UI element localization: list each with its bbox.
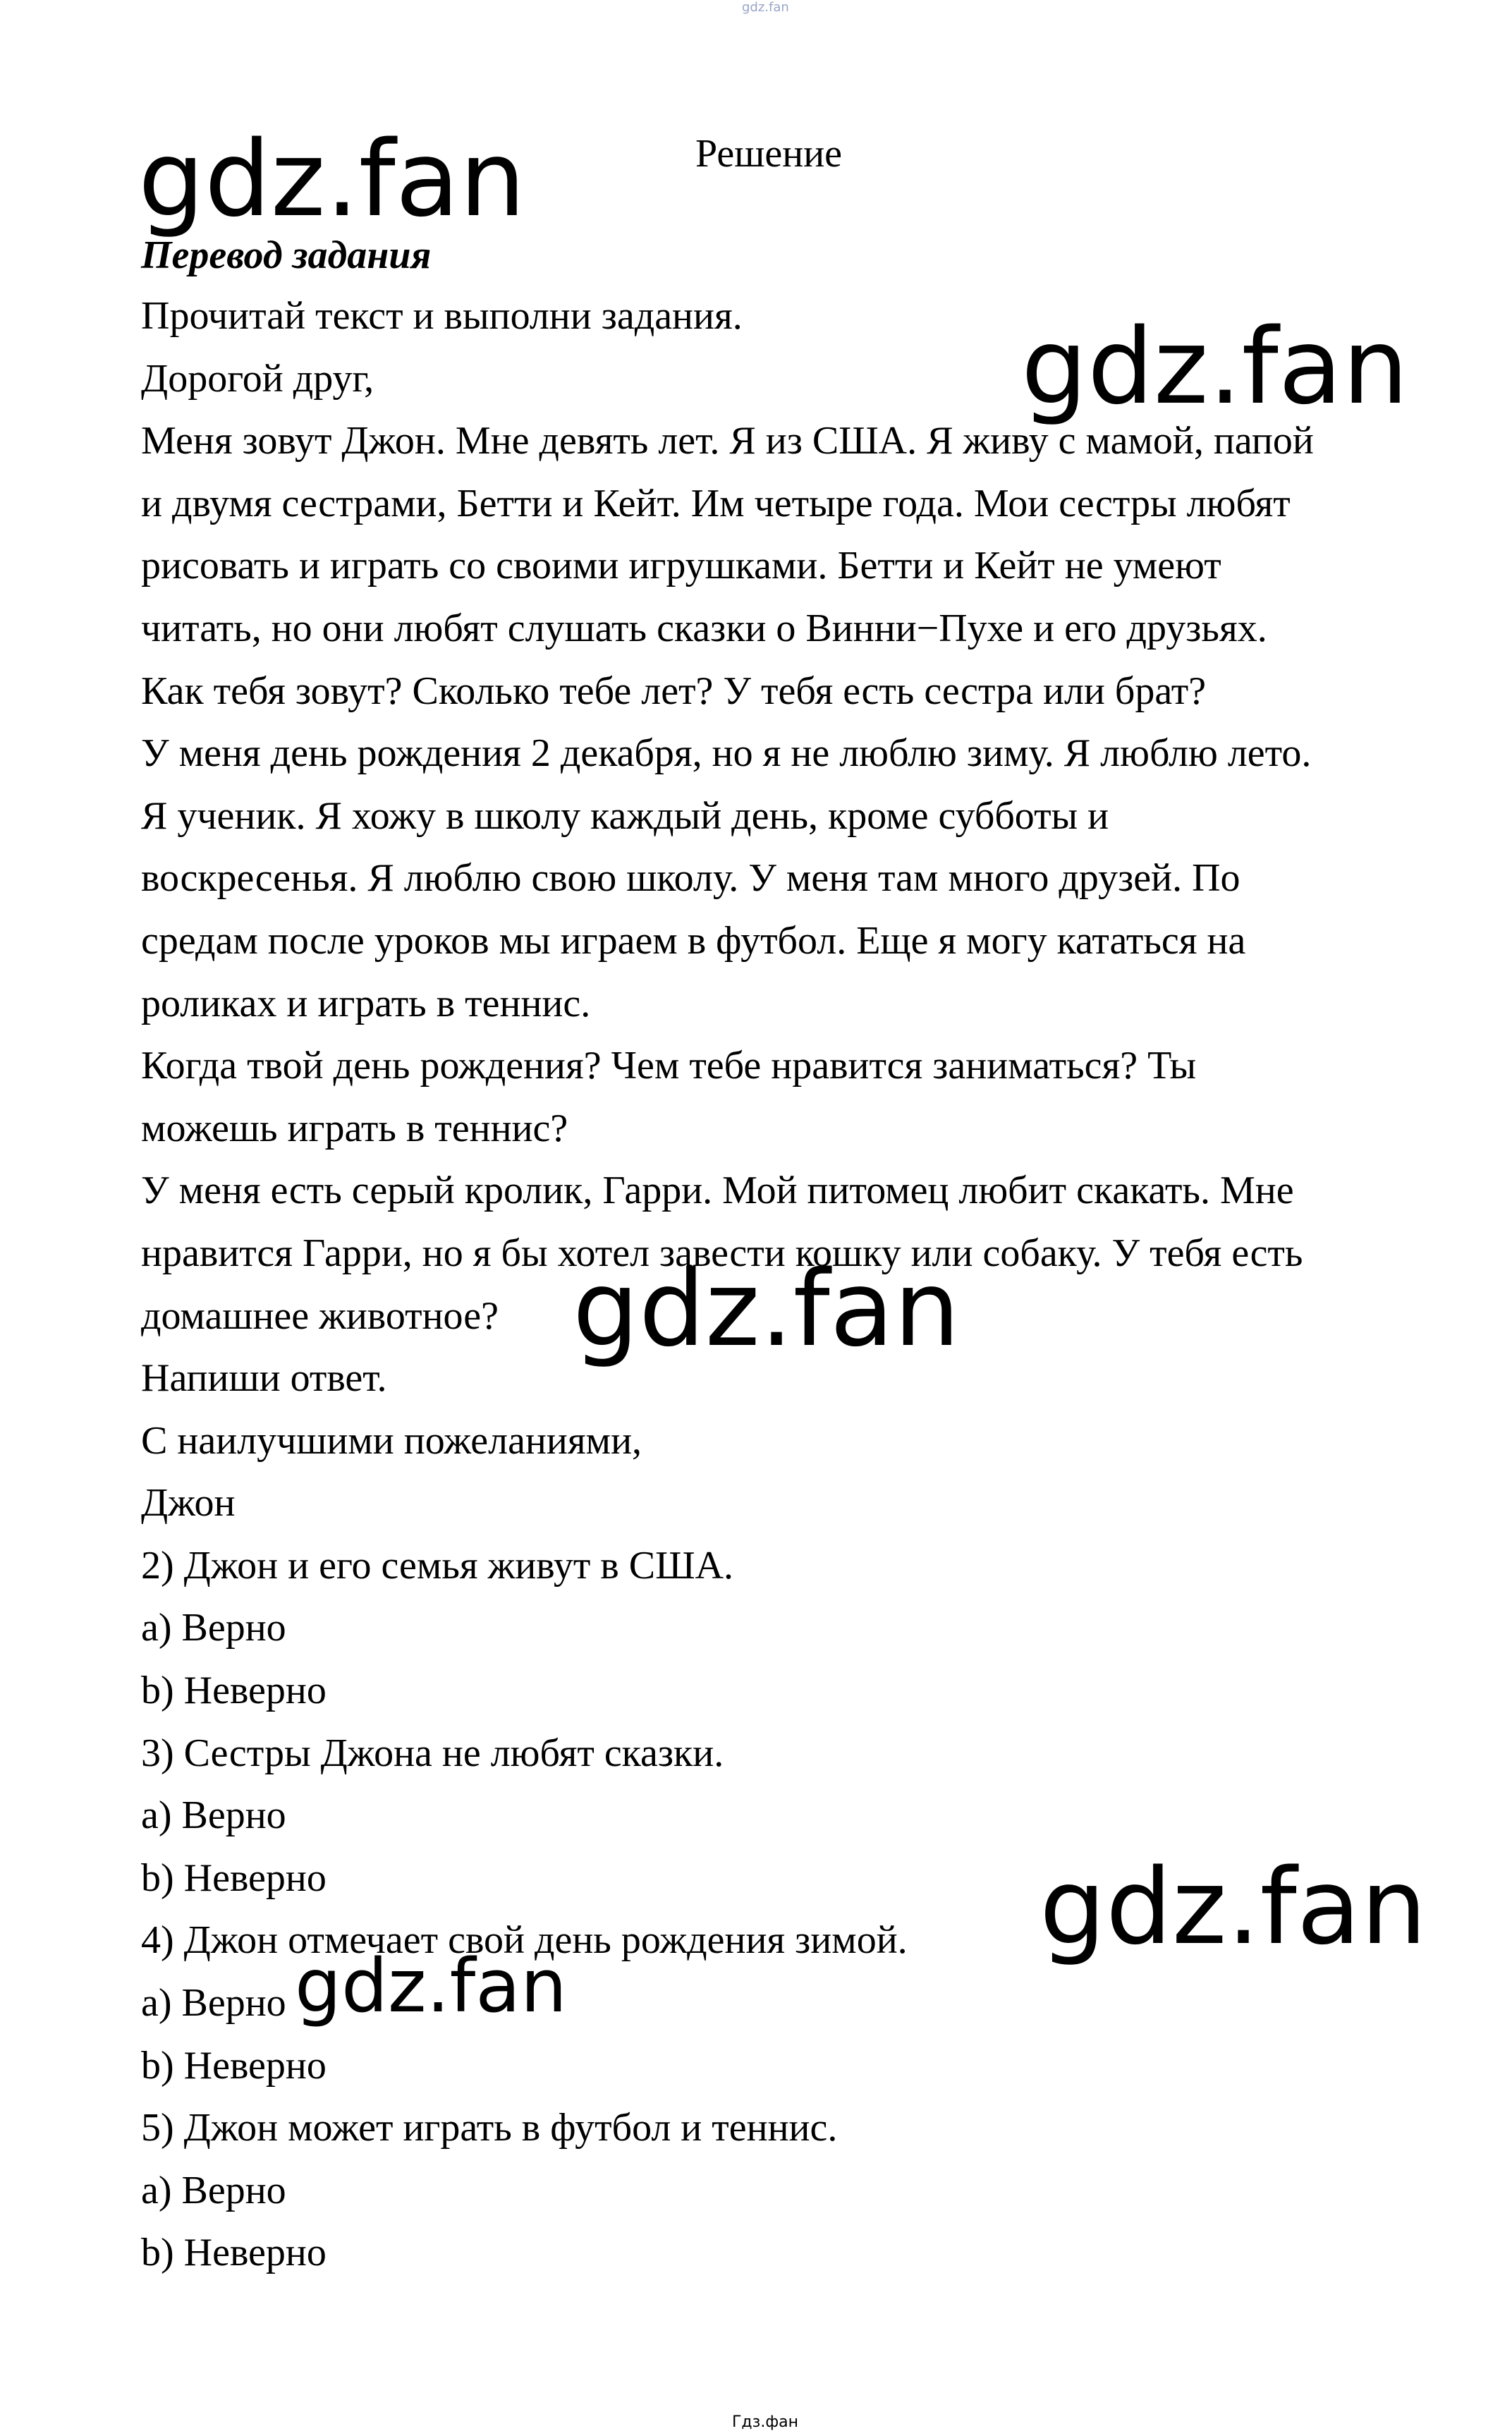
watermark: gdz.fan: [138, 118, 526, 240]
text-line: Напиши ответ.: [141, 1356, 387, 1401]
answer-option: b) Неверно: [141, 2043, 327, 2088]
solution-heading: Решение: [695, 132, 843, 176]
text-line: читать, но они любят слушать сказки о Винни−Пухе и его друзьях.: [141, 606, 1267, 650]
text-line: Дорогой друг,: [141, 356, 374, 401]
footer-label: Гдз.фан: [732, 2413, 798, 2431]
answer-option: b) Неверно: [141, 2231, 327, 2275]
text-line: У меня день рождения 2 декабря, но я не люблю зиму. Я люблю лето.: [141, 731, 1312, 776]
text-line: можешь играть в теннис?: [141, 1106, 568, 1150]
answer-option: b) Неверно: [141, 1669, 327, 1713]
text-line: роликах и играть в теннис.: [141, 981, 591, 1025]
text-line: Я ученик. Я хожу в школу каждый день, кроме субботы и: [141, 793, 1109, 838]
answer-option: a) Верно: [141, 1606, 286, 1650]
text-line: Джон: [141, 1481, 236, 1525]
question-line: 5) Джон может играть в футбол и теннис.: [141, 2106, 838, 2150]
watermark: gdz.fan: [573, 1248, 961, 1370]
text-line: Прочитай текст и выполни задания.: [141, 294, 743, 338]
task-translation-title: Перевод задания: [141, 233, 432, 277]
question-line: 2) Джон и его семья живут в США.: [141, 1543, 734, 1588]
question-line: 3) Сестры Джона не любят сказки.: [141, 1731, 724, 1775]
top-watermark: gdz.fan: [742, 0, 789, 15]
watermark: gdz.fan: [1040, 1846, 1427, 1968]
text-line: У меня есть серый кролик, Гарри. Мой питомец любит скакать. Мне: [141, 1169, 1294, 1213]
text-line: Меня зовут Джон. Мне девять лет. Я из США. Я живу с мамой, папой: [141, 419, 1314, 463]
answer-option: a) Верно: [141, 2168, 286, 2212]
text-line: воскресенья. Я люблю свою школу. У меня там много друзей. По: [141, 856, 1240, 901]
text-line: С наилучшими пожеланиями,: [141, 1418, 642, 1463]
watermark: gdz.fan: [295, 1943, 567, 2029]
text-line: домашнее животное?: [141, 1293, 499, 1338]
answer-option: a) Верно: [141, 1981, 286, 2025]
answer-option: b) Неверно: [141, 1856, 327, 1900]
question-line: 4) Джон отмечает свой день рождения зимой.: [141, 1918, 908, 1963]
text-line: и двумя сестрами, Бетти и Кейт. Им четыре года. Мои сестры любят: [141, 481, 1291, 525]
text-line: Когда твой день рождения? Чем тебе нравится заниматься? Ты: [141, 1044, 1197, 1088]
text-line: рисовать и играть со своими игрушками. Бетти и Кейт не умеют: [141, 544, 1221, 588]
watermark: gdz.fan: [1021, 306, 1409, 427]
answer-option: a) Верно: [141, 1793, 286, 1838]
text-line: средам после уроков мы играем в футбол. Еще я могу кататься на: [141, 918, 1246, 963]
text-line: Как тебя зовут? Сколько тебе лет? У тебя есть сестра или брат?: [141, 669, 1207, 713]
text-line: нравится Гарри, но я бы хотел завести кошку или собаку. У тебя есть: [141, 1231, 1303, 1275]
